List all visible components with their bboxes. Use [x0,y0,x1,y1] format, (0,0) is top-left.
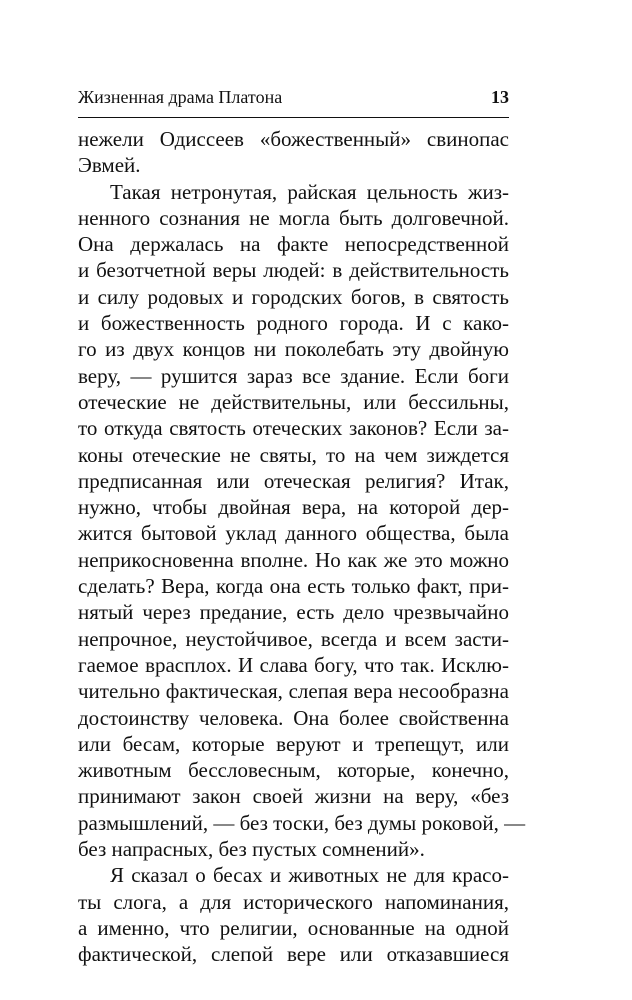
text-line: чительно фактическая, слепая вера несообразна [78,679,509,704]
text-line: и силу родовых и городских богов, в святость [78,284,509,309]
running-title: Жизненная драма Платона [78,87,283,107]
text-line: сделать? Вера, когда она есть только факт, при- [78,574,509,599]
text-line: гаемое врасплох. И слава богу, что так. Исклю- [78,652,509,677]
text-line: нежели Одиссеев «божественный» свинопас [78,127,509,151]
text-line: нятый через предание, есть дело чрезвычайно [78,600,509,625]
header-rule [78,117,509,118]
text-line: Я сказал о бесах и животных не для красо- [110,863,509,888]
text-line: и безотчетной веры людей: в действительность [78,258,509,283]
text-line: без напрасных, без пустых сомнений». [78,837,425,862]
text-line: Эвмей. [78,153,141,178]
text-line: фактической, слепой вере или отказавшиеся [78,942,509,967]
body-text [78,126,526,968]
text-line: или бесам, которые веруют и трепещут, или [78,731,509,756]
text-line: отеческие не действительны, или бессильны, [78,389,509,414]
text-line: а именно, что религии, основанные на одной [78,915,509,940]
text-line: ненного сознания не могла быть долговечной. [78,205,509,230]
running-head [78,83,509,111]
text-line: коны отеческие не святы, то на чем зиждется [78,442,509,467]
text-line: животным бессловесным, которые, конечно, [78,758,509,783]
text-line: достоинству человека. Она более свойственна [78,705,509,730]
text-line: то откуда святость отеческих законов? Если за- [78,416,509,441]
text-line: го из двух концов ни поколебать эту двойную [78,337,509,362]
text-line: веру, — рушится зараз все здание. Если боги [78,363,509,388]
text-line: предписанная или отеческая религия? Итак, [78,468,509,493]
text-line: Такая нетронутая, райская цельность жиз- [110,179,509,204]
text-line: принимают закон своей жизни на веру, «без [78,784,509,809]
text-line: ты слога, а для исторического напоминания, [78,889,509,914]
text-line: жится бытовой уклад данного общества, была [78,521,509,546]
text-line: размышлений, — без тоски, без думы роковой, — [78,810,526,835]
text-line: непрочное, неустойчивое, всегда и всем засти- [78,626,509,651]
text-line: нужно, чтобы двойная вера, на которой дер- [78,495,509,520]
text-line: и божественность родного города. И с како- [78,311,509,336]
text-line: Она держалась на факте непосредственной [78,232,509,257]
text-line: неприкосновенна вполне. Но как же это можно [78,547,509,572]
page-number: 13 [491,87,509,107]
